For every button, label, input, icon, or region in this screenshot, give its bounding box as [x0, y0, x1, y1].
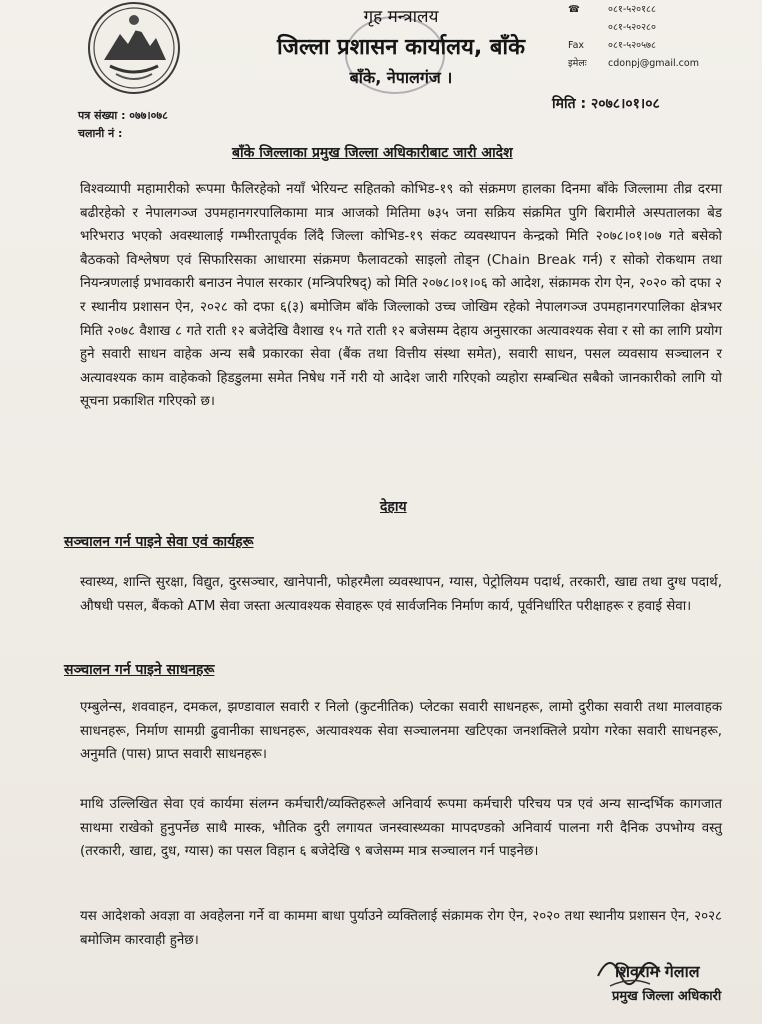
contact-phone-2: ०८१-५२०२८० — [608, 22, 656, 33]
phone-icon: ☎ — [568, 4, 580, 15]
dispatch-number: चलानी नं : — [78, 127, 123, 140]
vehicles-paragraph: एम्बुलेन्स, शववाहन, दमकल, झण्डावाल सवारी र निलो (कुटनीतिक) प्लेटका सवारी साधनहरू, लामो दुरीका सवारी तथा मालवाहक साधनहरू, निर्माण सामग्री ढुवानीका साधनहरू, अत्यावश्यक सेवा सञ्चालनमा खटिएका जनशक्तिले प्रयोग गरेका सवारी साधनहरू, अनुमति (पास) प्राप्त सवारी साधनहरू। — [80, 700, 722, 763]
ministry-name: गृह मन्त्रालय — [363, 7, 439, 27]
letter-number: पत्र संख्या : ०७७।०७८ — [78, 109, 168, 122]
intro-paragraph: विश्वव्यापी महामारीको रूपमा फैलिरहेको नयाँ भेरियन्ट सहितको कोभिड-१९ को संक्रमण हालका दिनमा बाँके जिल्लामा तीव्र दरमा बढीरहेको र नेपालगञ्ज उपमहानगरपालिकामा मात्र आजको मितिमा ७३५ जना सक्रिय संक्रमित पुगि बिरामीले अस्पतालका बेड भरिभराउ भएको अवस्थालाई गम्भीरतापूर्वक लिंदै जिल्ला कोभिड-१९ संकट व्यवस्थापन केन्द्रको मिति २०७८।०१।०७ गते बसेको बैठकको विश्लेषण एवं सिफारिसका आधारमा संक्रमण फैलावटको साइलो तोड्न (Chain Break गर्न) र सोको रोकथाम तथा नियन्त्रणलाई प्रभावकारी बनाउन नेपाल सरकार (मन्त्रिपरिषद्) को मिति २०७८।०१।०६ को आदेश, संक्रामक रोग ऐन, २०२० को दफा २ र स्थानीय प्रशासन ऐन, २०२८ को दफा ६(३) बमोजिम बाँके जिल्लाको उच्च जोखिम रहेको नेपालगञ्ज उपमहानगरपालिका क्षेत्रभर मिति २०७८ वैशाख ८ गते राती १२ बजेदेखि वैशाख १५ गते राती १२ बजेसम्म देहाय अनुसारका अत्यावश्यक सेवा र सो का लागि प्रयोग हुने सवारी साधन वाहेक अन्य सबै प्रकारका सेवा (बैंक तथा वित्तीय संस्था समेत), सवारी साधन, पसल व्यवसाय सञ्चालन र अत्यावश्यक काम वाहेकको हिडडुलमा समेत निषेध गर्ने गरी यो आदेश जारी गरिएको व्यहोरा सम्बन्धित सबैको जानकारीको लागि यो सूचना प्रकाशित गरिएको छ। — [80, 182, 722, 410]
contact-phone-1: ☎ ०८१-५२०१८८ — [568, 4, 656, 15]
section-dehay: देहाय — [380, 499, 407, 515]
notice-title: बाँके जिल्लाका प्रमुख जिल्ला अधिकारीबाट जारी आदेश — [232, 145, 513, 161]
penalty-paragraph: यस आदेशको अवज्ञा वा अवहेलना गर्ने वा काममा बाधा पुर्याउने व्यक्तिलाई संक्रामक रोग ऐन, २०२० तथा स्थानीय प्रशासन ऐन, २०२८ बमोजिम कारवाही हुनेछ। — [80, 909, 722, 948]
signatory-title: प्रमुख जिल्ला अधिकारी — [612, 989, 722, 1004]
issue-date: मिति : २०७८।०१।०८ — [552, 96, 660, 112]
contact-fax: Fax ०८१-५२०५७८ — [568, 40, 656, 51]
vehicles-heading: सञ्चालन गर्न पाइने साधनहरू — [64, 662, 215, 678]
government-emblem — [88, 2, 180, 94]
office-name: जिल्ला प्रशासन कार्यालय, बाँके — [276, 35, 526, 60]
staff-paragraph: माथि उल्लिखित सेवा एवं कार्यमा संलग्न कर्मचारी/व्यक्तिहरूले अनिवार्य रूपमा कर्मचारी परिचय पत्र एवं अन्य सान्दर्भिक कागजात साथमा राखेको हुनुपर्नेछ साथै मास्क, भौतिक दुरी लगायत जनस्वास्थ्यका मापदण्डको अनिवार्य पालना गरी दैनिक उपभोग्य वस्तु (तरकारी, खाद्य, दुध, ग्यास) का पसल विहान ६ बजेदेखि ९ बजेसम्म मात्र सञ्चालन गर्न पाइनेछ। — [80, 797, 722, 860]
office-location: बाँके, नेपालगंज । — [349, 68, 453, 87]
contact-email: इमेलः cdonpj@gmail.com — [568, 58, 699, 69]
emblem-graphic — [90, 4, 178, 92]
signatory-name: शिवराम गेलाल — [615, 962, 700, 981]
services-heading: सञ्चालन गर्न पाइने सेवा एवं कार्यहरू — [64, 534, 254, 550]
services-paragraph: स्वास्थ्य, शान्ति सुरक्षा, विद्युत, दुरसञ्चार, खानेपानी, फोहरमैला व्यवस्थापन, ग्यास, पेट्रोलियम पदार्थ, तरकारी, खाद्य तथा दुग्ध पदार्थ, औषधी पसल, बैंकको ATM सेवा जस्ता अत्यावश्यक सेवाहरू एवं सार्वजनिक निर्माण कार्य, पूर्वनिर्धारित परीक्षाहरू र हवाई सेवा। — [80, 575, 722, 614]
